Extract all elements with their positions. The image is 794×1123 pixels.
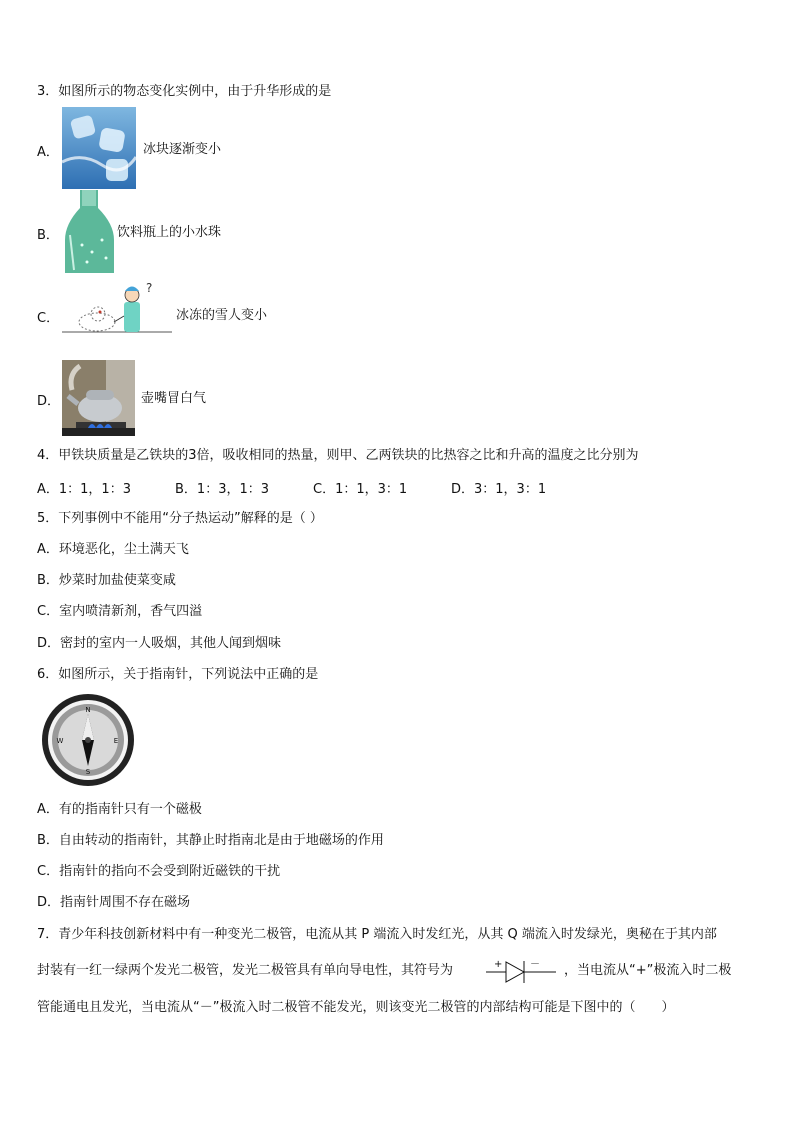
q5-option-a: A．环境恶化，尘土满天飞 — [37, 542, 189, 557]
q5-option-d: D．密封的室内一人吸烟，其他人闻到烟味 — [37, 636, 282, 651]
q4-option-a: A．1：1，1：3 — [37, 482, 131, 497]
q3-option-d-text: 壶嘴冒白气 — [141, 391, 207, 406]
q7-line2-before: 封装有一红一绿两个发光二极管，发光二极管具有单向导电性，其符号为 — [37, 963, 454, 978]
q3-option-c-letter: C． — [37, 311, 60, 326]
q5-option-c: C．室内喷清新剂，香气四溢 — [37, 604, 203, 619]
q3-option-a-letter: A． — [37, 145, 59, 160]
q3-option-b-letter: B． — [37, 228, 59, 243]
diode-minus-label: － — [530, 959, 540, 970]
q3-option-c-text: 冰冻的雪人变小 — [176, 308, 268, 323]
diode-symbol — [486, 958, 556, 984]
q5-stem: 5．下列事例中不能用“分子热运动”解释的是（ ） — [37, 511, 323, 526]
q4-option-c: C．1：1，3：1 — [313, 482, 408, 497]
compass-label-n: N — [85, 706, 91, 714]
kettle-steam-image — [62, 360, 135, 436]
q3-option-a-text: 冰块逐渐变小 — [143, 142, 222, 157]
q6-option-c: C．指南针的指向不会受到附近磁铁的干扰 — [37, 864, 281, 879]
q3-stem: 3．如图所示的物态变化实例中，由于升华形成的是 — [37, 84, 332, 99]
q7-line3: 管能通电且发光，当电流从“－”极流入时二极管不能发光，则该变光二极管的内部结构可能是下图中的（ ） — [37, 1000, 675, 1015]
q4-option-b: B．1：3，1：3 — [175, 482, 270, 497]
q5-option-b: B．炒菜时加盐使菜变咸 — [37, 573, 176, 588]
svg-text:?: ? — [146, 281, 153, 295]
compass-image — [37, 690, 139, 790]
soda-bottle-image — [62, 190, 117, 273]
ice-cubes-image — [62, 107, 136, 189]
snowman-image — [62, 278, 172, 338]
compass-label-e: E — [113, 737, 119, 745]
q6-option-a: A．有的指南针只有一个磁极 — [37, 802, 202, 817]
q6-stem: 6．如图所示，关于指南针，下列说法中正确的是 — [37, 667, 319, 682]
q4-stem: 4．甲铁块质量是乙铁块的3倍，吸收相同的热量，则甲、乙两铁块的比热容之比和升高的温度之比分别为 — [37, 448, 639, 463]
q4-option-d: D．3：1，3：1 — [451, 482, 547, 497]
diode-plus-label: + — [494, 959, 503, 970]
compass-label-w: W — [56, 737, 64, 745]
q7-line1: 7．青少年科技创新材料中有一种变光二极管，电流从其 P 端流入时发红光，从其 Q 端流入时发绿光，奥秘在于其内部 — [37, 927, 717, 942]
q3-option-b-text: 饮料瓶上的小水珠 — [117, 225, 222, 240]
q3-option-d-letter: D． — [37, 394, 61, 409]
q7-line2-after: ，当电流从“+”极流入时二极 — [564, 963, 732, 978]
q6-option-d: D．指南针周围不存在磁场 — [37, 895, 191, 910]
q6-option-b: B．自由转动的指南针，其静止时指南北是由于地磁场的作用 — [37, 833, 384, 848]
compass-label-s: S — [85, 768, 91, 776]
